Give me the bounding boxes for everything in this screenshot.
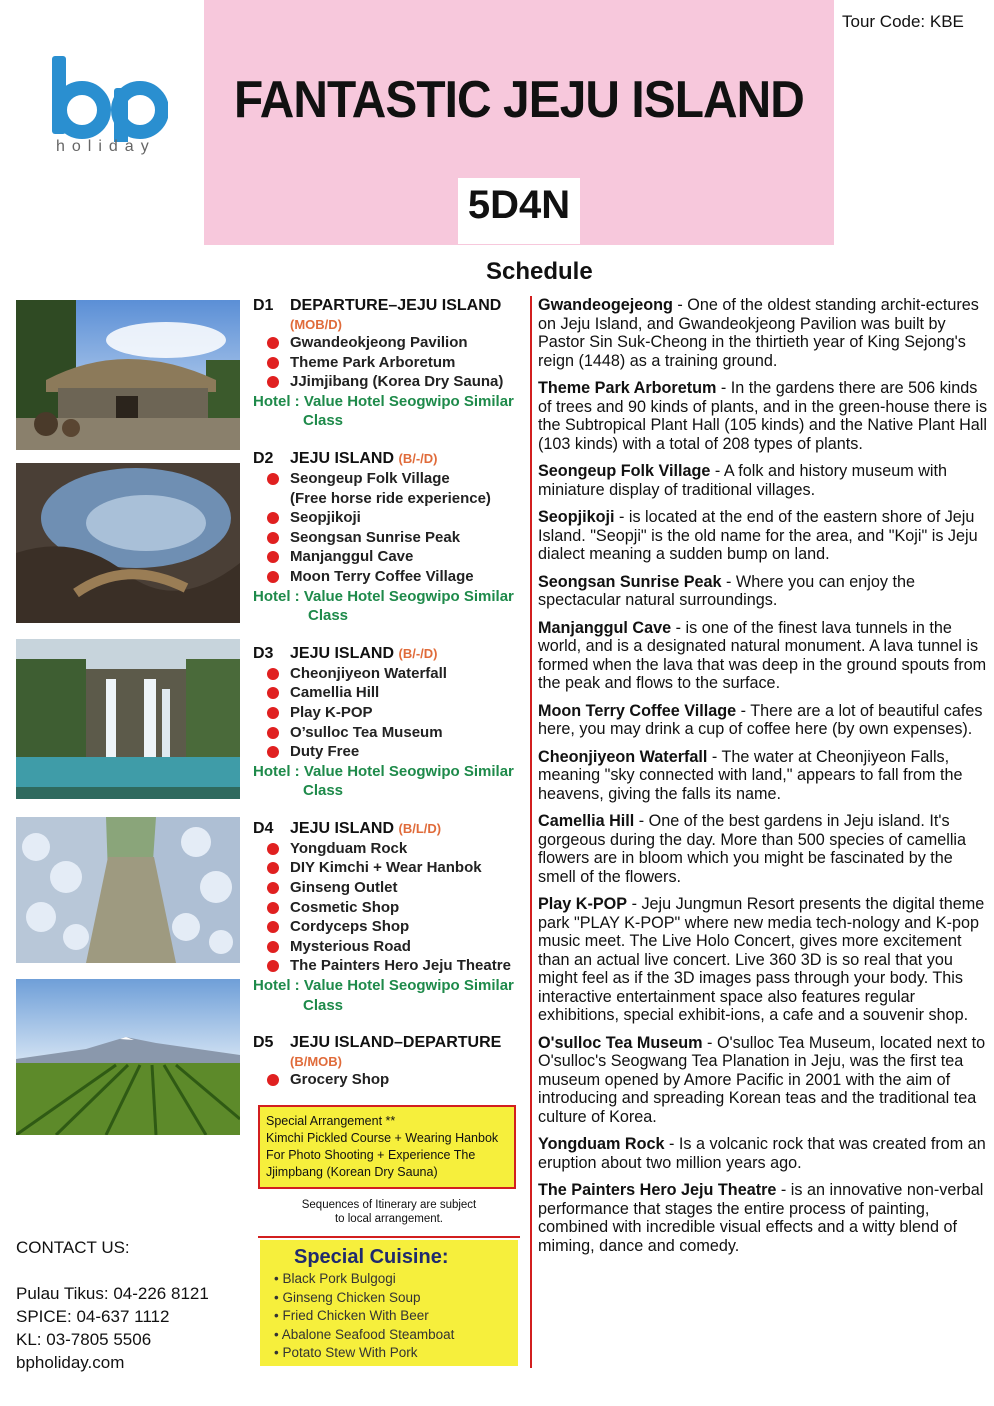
day-meals: (B/-/D) — [398, 645, 438, 661]
description-paragraph: Seopjikoji - is located at the end of the eastern shore of Jeju Island. "Seopji" is the old name for the area, and "Koji" is Jeju dialect meaning a sudden bump on land. — [538, 508, 978, 563]
contact-line: SPICE: 04-637 1112 — [16, 1307, 170, 1326]
thatched-hut-photo — [16, 300, 240, 450]
day-1 — [253, 296, 525, 431]
schedule-heading: Schedule — [486, 258, 593, 285]
sequence-note-line: Sequences of Itinerary are subject — [301, 1199, 477, 1211]
list-item: Theme Park Arboretum — [253, 353, 525, 373]
day-title: JEJU ISLAND — [290, 644, 395, 662]
description-paragraph: Seongeup Folk Village - A folk and history museum with miniature display of traditional villages. — [538, 462, 948, 499]
special-cuisine-title: Special Cuisine: — [294, 1246, 449, 1268]
list-item: Yongduam Rock — [253, 839, 525, 859]
day-number: D4 — [253, 819, 274, 837]
list-item: JJimjibang (Korea Dry Sauna) — [253, 372, 525, 392]
list-item: Mysterious Road — [253, 937, 525, 957]
special-arrangement-box — [258, 1105, 516, 1189]
day-title: JEJU ISLAND–DEPARTURE — [290, 1034, 502, 1052]
bullet-dot-icon — [267, 902, 279, 914]
bullet-dot-icon — [267, 746, 279, 758]
day-number: D2 — [253, 449, 274, 467]
bullet-dot-icon — [267, 960, 279, 972]
description-paragraph: Manjanggul Cave - is one of the finest lava tunnels in the world, and is a designated natural monument. A lava tunnel is formed when the lava that was deep in the ground spouts from the peak and flows to the surface. — [538, 618, 987, 692]
list-item: • Black Pork Bulgogi — [274, 1271, 396, 1286]
contact-section — [16, 1236, 209, 1374]
day-number: D3 — [253, 644, 274, 662]
bullet-dot-icon — [267, 921, 279, 933]
list-item: O’sulloc Tea Museum — [253, 723, 525, 743]
list-item: Cordyceps Shop — [253, 917, 525, 937]
day-number: D5 — [253, 1034, 274, 1052]
duration-label: 5D4N — [467, 183, 571, 227]
list-item: Duty Free — [253, 742, 525, 762]
day-meals: (B/L/D) — [398, 820, 442, 836]
day-title: JEJU ISLAND — [290, 449, 395, 467]
bullet-dot-icon — [267, 862, 279, 874]
description-paragraph: The Painters Hero Jeju Theatre - is an innovative non-verbal performance that stages the entire process of painting, combined with incredible visual effects and a witty blend of miming, dance and comedy. — [538, 1181, 984, 1255]
sequence-note-line: to local arrangement. — [334, 1213, 444, 1225]
bullet-dot-icon — [267, 941, 279, 953]
day-title: DEPARTURE–JEJU ISLAND — [290, 297, 502, 314]
list-item: DIY Kimchi + Wear Hanbok — [253, 858, 525, 878]
bullet-dot-icon — [267, 707, 279, 719]
day-meals: (B/-/D) — [398, 450, 438, 466]
bullet-dot-icon — [267, 571, 279, 583]
contact-line: KL: 03-7805 5506 — [16, 1330, 152, 1349]
bullet-dot-icon — [267, 473, 279, 485]
list-item: Seongeup Folk Village — [253, 469, 525, 489]
day-meals: (MOB/D) — [290, 317, 342, 332]
list-item: Seongsan Sunrise Peak — [253, 528, 525, 548]
list-item-note: (Free horse ride experience) — [290, 489, 491, 507]
divider — [258, 1236, 520, 1238]
hotel-info: Hotel : Value Hotel Seogwipo Similar Class — [253, 762, 514, 800]
bullet-dot-icon — [267, 337, 279, 349]
hotel-info: Hotel : Value Hotel Seogwipo Similar Class — [253, 392, 514, 430]
day-meals: (B/MOB) — [290, 1054, 342, 1070]
special-arrangement-line: For Photo Shooting + Experience The — [266, 1148, 476, 1162]
hotel-info: Hotel : Value Hotel Seogwipo Similar Class — [253, 587, 514, 625]
special-arrangement-line: Kimchi Pickled Course + Wearing Hanbok — [266, 1131, 499, 1145]
special-arrangement-line: Jjimpbang (Korean Dry Sauna) — [266, 1165, 438, 1179]
day-title: JEJU ISLAND — [290, 819, 395, 837]
column-divider — [530, 296, 532, 1368]
waterfall-photo — [16, 639, 240, 799]
bullet-dot-icon — [267, 687, 279, 699]
bullet-dot-icon — [267, 551, 279, 563]
website-link[interactable]: bpholiday.com — [16, 1353, 125, 1372]
sequence-note — [258, 1198, 520, 1226]
description-paragraph: Seongsan Sunrise Peak - Where you can enjoy the spectacular natural surroundings. — [538, 572, 915, 609]
list-item: Play K-POP — [253, 703, 525, 723]
description-paragraph: Cheonjiyeon Waterfall - The water at Cheonjiyeon Falls, meaning "sky connected with land," appears to fall from the heavens, giving the falls its name. — [538, 747, 963, 803]
bullet-dot-icon — [267, 1074, 279, 1086]
list-item: Seopjikoji — [253, 508, 525, 528]
tour-code: Tour Code: KBE — [842, 12, 964, 31]
bullet-dot-icon — [267, 727, 279, 739]
bullet-dot-icon — [267, 357, 279, 369]
list-item: Grocery Shop — [253, 1070, 525, 1090]
day-2 — [253, 449, 525, 626]
description-paragraph: Theme Park Arboretum - In the gardens there are 506 kinds of trees and 90 kinds of plants, and in the green-house there is the Subtropical Plant Hall (105 kinds) and the Native Plant Hall (103 kinds) with a total of 208 types of plants. — [538, 379, 988, 453]
description-paragraph: Gwandeogejeong - One of the oldest standing archit-ectures on Jeju Island, and Gwandeokjeong Pavilion was built by Pastor Sin Suk-Cheong in the thirtieth year of King Sejong's reign (1448) as a training ground. — [538, 296, 979, 370]
bullet-dot-icon — [267, 882, 279, 894]
day-3 — [253, 644, 525, 801]
list-item: The Painters Hero Jeju Theatre — [253, 956, 525, 976]
day-4 — [253, 819, 525, 1015]
list-item: Moon Terry Coffee Village — [253, 567, 525, 587]
hotel-info: Hotel : Value Hotel Seogwipo Similar Class — [253, 977, 514, 1014]
attraction-descriptions — [538, 296, 990, 1264]
page-title: FANTASTIC JEJU ISLAND — [234, 71, 804, 129]
list-item: Camellia Hill — [253, 683, 525, 703]
description-paragraph: Moon Terry Coffee Village - There are a lot of beautiful cafes here, you may drink a cup of coffee here (by own expenses). — [538, 701, 983, 738]
list-item: Cheonjiyeon Waterfall — [253, 664, 525, 684]
day-5 — [253, 1033, 525, 1090]
logo-subtitle: holiday — [56, 138, 156, 155]
description-paragraph: O'sulloc Tea Museum - O'sulloc Tea Museum, located next to O'sulloc's Seogwang Tea Planation in Jeju, was the first tea museum opened by Amore Pacific in 2001 with the aim of introducing and spreading Korean teas and the traditional tea culture of Korea. — [538, 1033, 986, 1126]
list-item: Manjanggul Cave — [253, 547, 525, 567]
bullet-dot-icon — [267, 532, 279, 544]
contact-heading: CONTACT US: — [16, 1238, 130, 1257]
contact-line: Pulau Tikus: 04-226 8121 — [16, 1284, 209, 1303]
bullet-dot-icon — [267, 668, 279, 680]
description-paragraph: Camellia Hill - One of the best gardens in Jeju island. It's gorgeous during the day. More than 500 species of camellia flowers are in bloom which you might be fascinated by the smell of the flowers. — [538, 812, 967, 886]
itinerary — [253, 296, 525, 1090]
list-item: Ginseng Outlet — [253, 878, 525, 898]
list-item: Cosmetic Shop — [253, 898, 525, 918]
list-item: • Fried Chicken With Beer — [274, 1308, 429, 1323]
list-item: • Abalone Seafood Steamboat — [274, 1326, 455, 1342]
list-item: • Potato Stew With Pork — [274, 1345, 418, 1360]
bullet-dot-icon — [267, 843, 279, 855]
bullet-dot-icon — [267, 376, 279, 388]
special-cuisine-box — [260, 1240, 518, 1366]
hydrangea-path-photo — [16, 817, 240, 963]
day-number: D1 — [253, 297, 274, 314]
list-item: • Ginseng Chicken Soup — [274, 1289, 421, 1305]
description-paragraph: Play K-POP - Jeju Jungmun Resort presents the digital theme park "PLAY K-POP" where new media tech-nology and K-pop music meet. The Live Holo Concert, gives more excitement than an actual live concert. Live 360 3D is so real that you might feel as if the 3D images pass through your body. This interactive entertainment space also features regular exhibitions, special exhibit-ions, a cafe and a souvenir shop. — [538, 895, 985, 1024]
tea-field-photo — [16, 979, 240, 1135]
lava-cave-photo — [16, 463, 240, 623]
description-paragraph: Yongduam Rock - Is a volcanic rock that was created from an eruption about two million years ago. — [538, 1135, 986, 1172]
special-arrangement-line: Special Arrangement ** — [266, 1114, 396, 1128]
list-item: Gwandeokjeong Pavilion — [253, 333, 525, 353]
bullet-dot-icon — [267, 512, 279, 524]
